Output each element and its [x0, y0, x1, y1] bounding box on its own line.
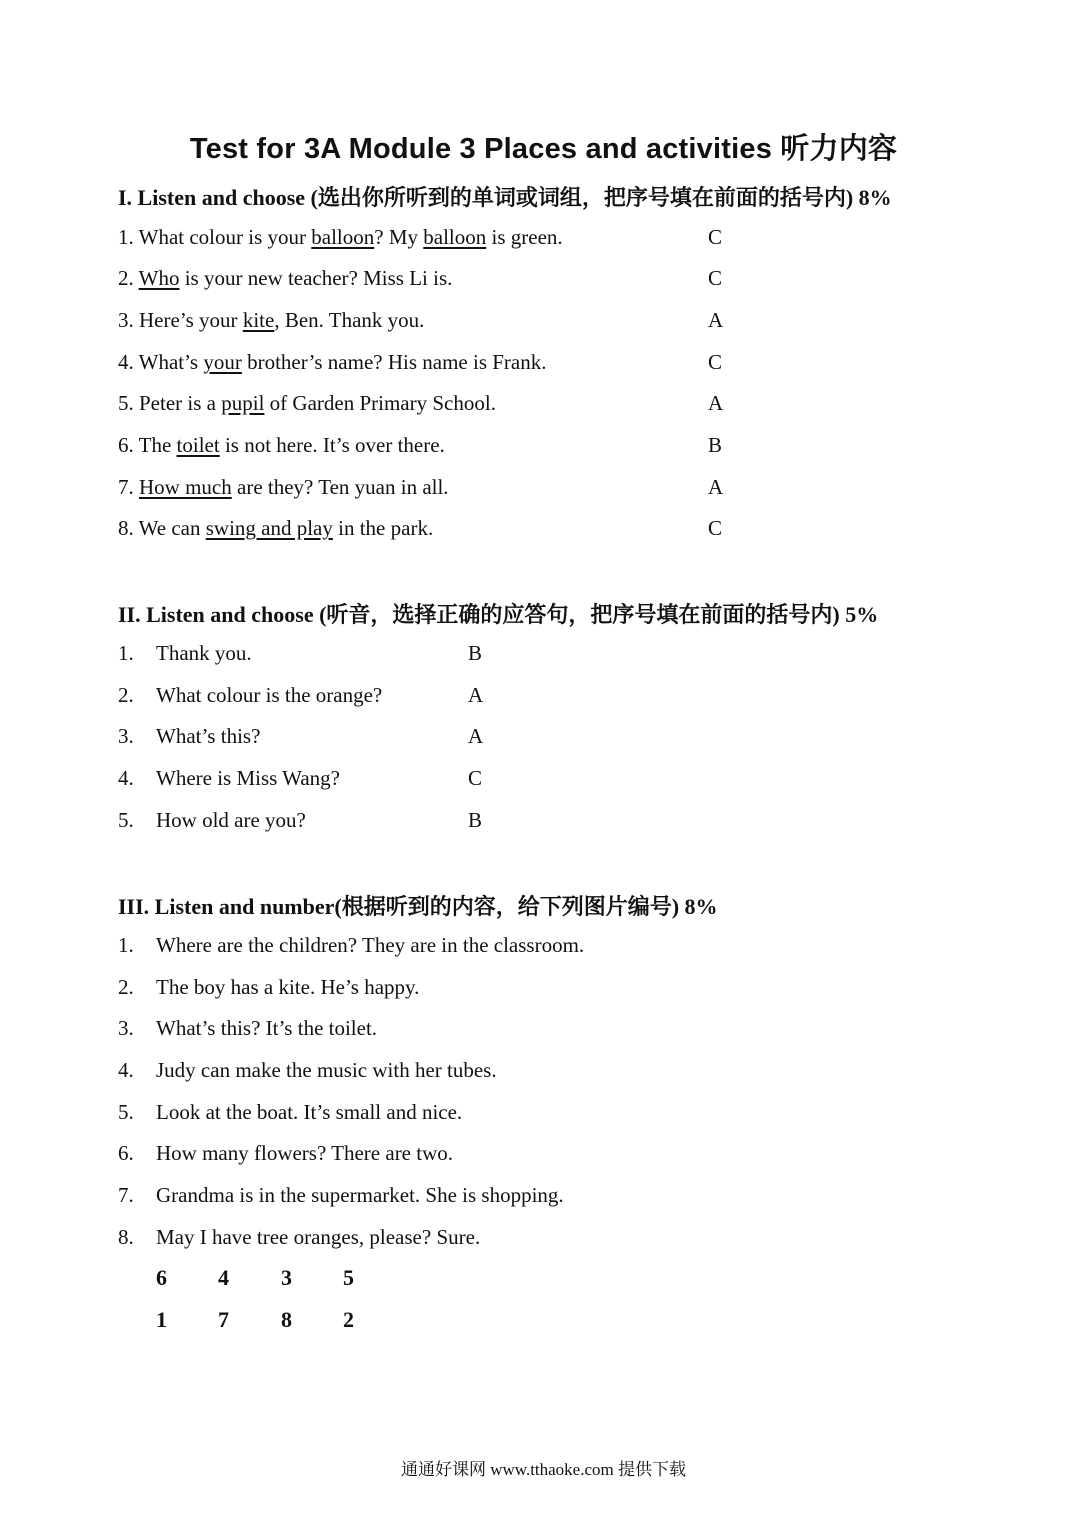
s3-answer-r1-c3: 3 — [281, 1265, 292, 1290]
s1-item-7: 7. How much are they? Ten yuan in all. — [118, 475, 449, 499]
s3-item-6: How many flowers? There are two. — [156, 1141, 454, 1165]
s1-answer-5: A — [708, 391, 724, 415]
s2-num-1: 1. — [118, 641, 134, 665]
s1-item-4: 4. What’s your brother’s name? His name is Frank. — [118, 350, 547, 374]
s1-answer-7: A — [708, 475, 724, 499]
s3-item-1: Where are the children? They are in the classroom. — [156, 933, 585, 957]
s3-num-8: 8. — [118, 1225, 134, 1249]
s1-item-8: 8. We can swing and play in the park. — [118, 516, 434, 540]
s1-item-1: 1. What colour is your balloon? My balloon is green. — [118, 225, 563, 249]
s1-item-2: 2. Who is your new teacher? Miss Li is. — [118, 266, 453, 290]
s1-answer-1: C — [708, 225, 723, 249]
s2-item-4: Where is Miss Wang? — [156, 766, 340, 790]
s1-answer-8: C — [708, 516, 723, 540]
s2-num-2: 2. — [118, 683, 134, 707]
s3-item-7: Grandma is in the supermarket. She is shopping. — [156, 1183, 564, 1207]
s3-item-5: Look at the boat. It’s small and nice. — [156, 1100, 463, 1124]
s1-answer-3: A — [708, 308, 724, 332]
s3-answer-r2-c4: 2 — [343, 1307, 354, 1332]
s2-answer-2: A — [468, 683, 484, 707]
s3-item-2: The boy has a kite. He’s happy. — [156, 975, 420, 999]
s2-item-3: What’s this? — [156, 724, 261, 748]
s2-answer-5: B — [468, 808, 483, 832]
s1-item-6: 6. The toilet is not here. It’s over there. — [118, 433, 445, 457]
s3-answer-r2-c1: 1 — [156, 1307, 167, 1332]
s3-num-5: 5. — [118, 1100, 134, 1124]
s3-item-4: Judy can make the music with her tubes. — [156, 1058, 497, 1082]
s3-answer-r1-c2: 4 — [218, 1265, 229, 1290]
s2-answer-4: C — [468, 766, 483, 790]
section-2-heading: II. Listen and choose (听音，选择正确的应答句，把序号填在前面的括号内) 5% — [118, 602, 879, 627]
s3-item-3: What’s this? It’s the toilet. — [156, 1016, 378, 1040]
page-title: Test for 3A Module 3 Places and activities 听力内容 — [189, 133, 898, 165]
s2-answer-1: B — [468, 641, 483, 665]
page-footer: 通通好课网 www.tthaoke.com 提供下载 — [400, 1460, 687, 1479]
s1-answer-4: C — [708, 350, 723, 374]
section-1-heading: I. Listen and choose (选出你所听到的单词或词组，把序号填在前面的括号内) 8% — [118, 185, 892, 210]
s2-answer-3: A — [468, 724, 484, 748]
s3-num-6: 6. — [118, 1141, 134, 1165]
s1-item-5: 5. Peter is a pupil of Garden Primary School. — [118, 391, 496, 415]
s3-num-3: 3. — [118, 1016, 134, 1040]
s2-item-1: Thank you. — [156, 641, 252, 665]
section-3-heading: III. Listen and number(根据听到的内容，给下列图片编号) 8% — [118, 894, 718, 919]
s2-num-5: 5. — [118, 808, 134, 832]
s3-answer-r2-c2: 7 — [218, 1307, 229, 1332]
s1-answer-6: B — [708, 433, 723, 457]
s3-num-2: 2. — [118, 975, 134, 999]
s2-num-4: 4. — [118, 766, 134, 790]
s2-item-5: How old are you? — [156, 808, 306, 832]
s3-answer-r1-c1: 6 — [156, 1265, 167, 1290]
s3-num-7: 7. — [118, 1183, 134, 1207]
s3-item-8: May I have tree oranges, please? Sure. — [156, 1225, 481, 1249]
s3-num-1: 1. — [118, 933, 134, 957]
s3-answer-r1-c4: 5 — [343, 1265, 354, 1290]
s3-num-4: 4. — [118, 1058, 134, 1082]
s1-answer-2: C — [708, 266, 723, 290]
s3-answer-r2-c3: 8 — [281, 1307, 292, 1332]
s1-item-3: 3. Here’s your kite, Ben. Thank you. — [118, 308, 425, 332]
s2-num-3: 3. — [118, 724, 134, 748]
s2-item-2: What colour is the orange? — [156, 683, 383, 707]
